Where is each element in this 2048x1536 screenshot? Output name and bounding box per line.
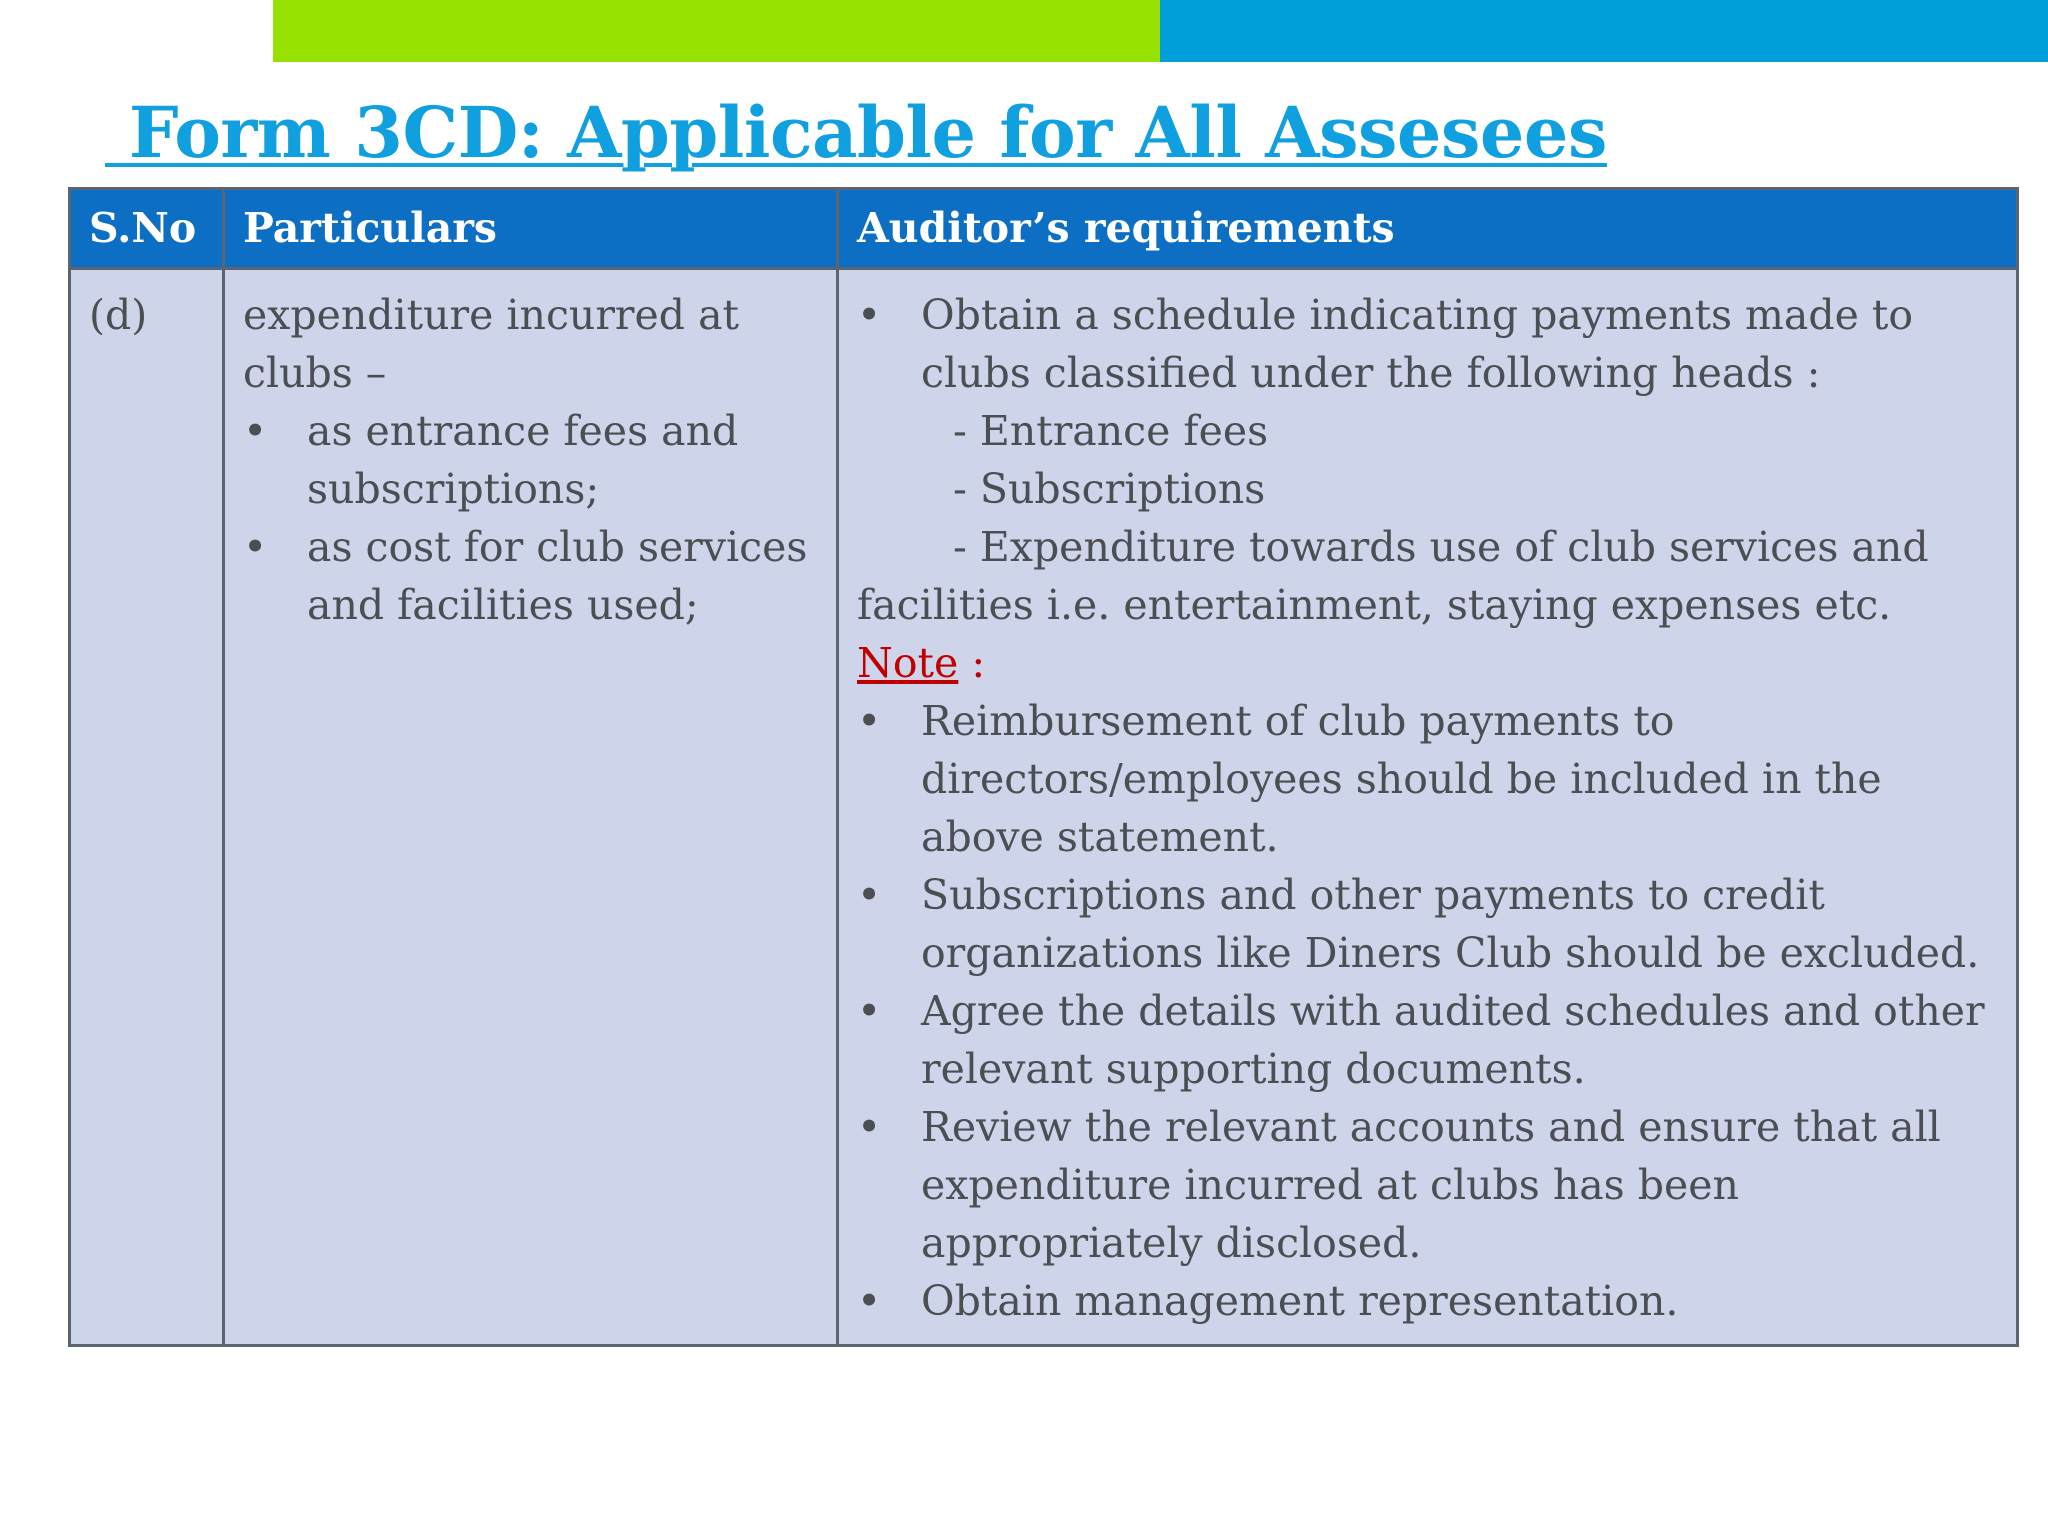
list-item xyxy=(857,866,1998,982)
requirements-list xyxy=(857,692,1998,1330)
requirements-lead-list xyxy=(857,286,1998,402)
list-item xyxy=(857,692,1998,866)
bullet-glyph: • xyxy=(243,407,268,455)
table-row xyxy=(70,269,2018,1346)
accent-bar-green xyxy=(273,0,1160,62)
bullet-glyph: • xyxy=(857,871,882,919)
list-item-text: Agree the details with audited schedules and other relevant supporting documents. xyxy=(921,987,1985,1093)
list-item-text: as entrance fees and subscriptions; xyxy=(307,407,739,513)
bullet-glyph: • xyxy=(857,291,882,339)
particulars-list xyxy=(243,402,818,634)
note-label: Note xyxy=(857,639,959,687)
list-item xyxy=(857,286,1998,402)
list-item-text: Obtain management representation. xyxy=(921,1277,1679,1325)
list-item xyxy=(857,1272,1998,1330)
header-particulars: Particulars xyxy=(224,189,838,269)
list-item-text: Obtain a schedule indicating payments made to clubs classified under the following heads : xyxy=(921,291,1914,397)
list-item xyxy=(243,402,818,518)
list-item-text: Review the relevant accounts and ensure that all expenditure incurred at clubs has been appropriately disclosed. xyxy=(921,1103,1941,1267)
cell-particulars xyxy=(224,269,838,1346)
head-expenditure: - Expenditure towards use of club services and xyxy=(953,523,1929,571)
slide-title: Form 3CD: Applicable for All Assesees xyxy=(105,91,1607,174)
list-item xyxy=(243,518,818,634)
particulars-intro: expenditure incurred at clubs – xyxy=(243,291,739,397)
list-item-text: as cost for club services and facilities used; xyxy=(307,523,808,629)
table-header-row xyxy=(70,189,2018,269)
accent-bar-blue xyxy=(1160,0,2048,62)
cell-sno xyxy=(70,269,224,1346)
list-item xyxy=(857,982,1998,1098)
header-sno: S.No xyxy=(70,189,224,269)
head-subscriptions: - Subscriptions xyxy=(953,465,1266,513)
bullet-glyph: • xyxy=(857,987,882,1035)
sno-value: (d) xyxy=(89,291,148,339)
note-line xyxy=(857,634,1998,692)
list-item-text: Reimbursement of club payments to directors/employees should be included in the above statement. xyxy=(921,697,1882,861)
list-item-text: Subscriptions and other payments to credit organizations like Diners Club should be excluded. xyxy=(921,871,1980,977)
bullet-glyph: • xyxy=(857,1103,882,1151)
note-colon: : xyxy=(958,639,986,687)
cell-requirements xyxy=(838,269,2018,1346)
head-entrance-fees: - Entrance fees xyxy=(953,407,1269,455)
list-item xyxy=(857,1098,1998,1272)
bullet-glyph: • xyxy=(857,697,882,745)
requirements-table xyxy=(68,187,2019,1347)
head-continuation: facilities i.e. entertainment, staying expenses etc. xyxy=(857,581,1892,629)
bullet-glyph: • xyxy=(243,523,268,571)
header-auditor-requirements: Auditor’s requirements xyxy=(838,189,2018,269)
bullet-glyph: • xyxy=(857,1277,882,1325)
